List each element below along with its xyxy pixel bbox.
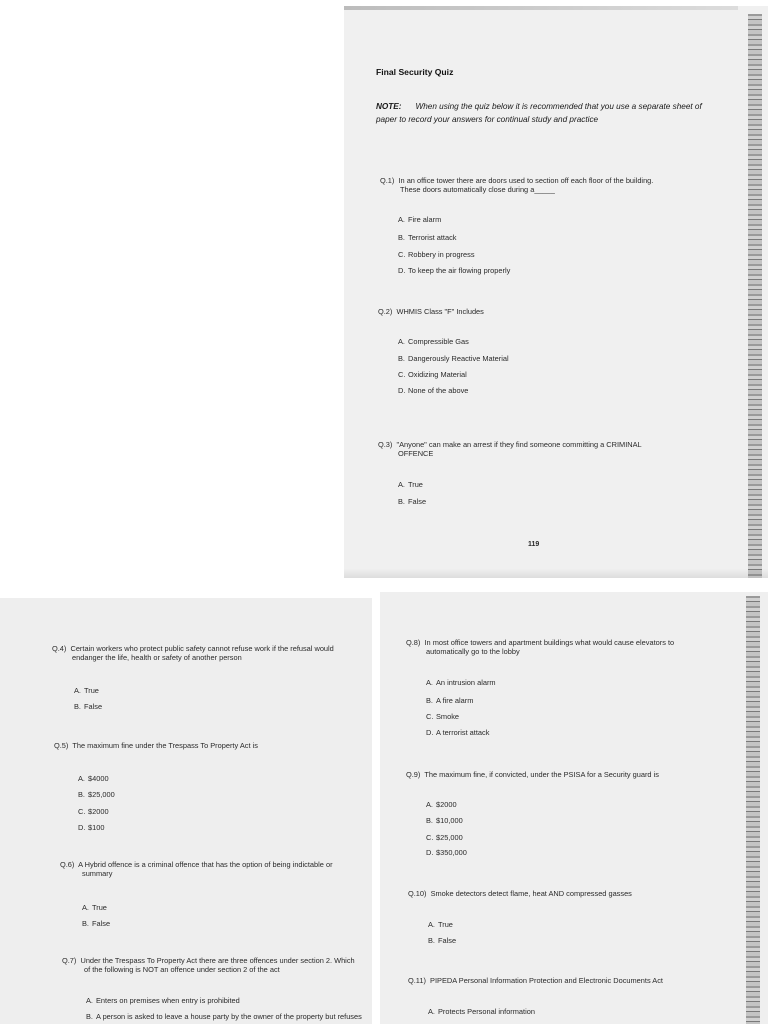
question-number: Q.5) bbox=[54, 741, 69, 750]
question-number: Q.4) bbox=[52, 644, 67, 653]
question-text: PIPEDA Personal Information Protection and Electronic Documents Act bbox=[430, 976, 663, 985]
binding-edge bbox=[746, 596, 760, 1024]
question-text: WHMIS Class "F" Includes bbox=[396, 307, 484, 316]
option-q1-b[interactable]: B. Terrorist attack bbox=[398, 233, 457, 242]
question-number: Q.6) bbox=[60, 860, 75, 869]
page-top-shadow bbox=[344, 6, 738, 10]
option-q4-b[interactable]: B. False bbox=[74, 702, 103, 711]
question-text: In an office tower there are doors used to section off each floor of the building. bbox=[398, 176, 654, 185]
quiz-page-119 bbox=[344, 6, 768, 578]
option-q5-a[interactable]: A. $4000 bbox=[78, 774, 109, 783]
question-q10 bbox=[408, 889, 632, 898]
page-number: 119 bbox=[528, 541, 540, 548]
question-number: Q.3) bbox=[378, 440, 393, 449]
question-q5 bbox=[54, 741, 258, 750]
question-q4 bbox=[52, 644, 334, 653]
question-text: Under the Trespass To Property Act there are three offences under section 2. Which bbox=[80, 956, 355, 965]
option-q6-a[interactable]: A. True bbox=[82, 903, 107, 912]
question-text-line2: These doors automatically close during a_____ bbox=[400, 185, 555, 194]
option-q9-a[interactable]: A. $2000 bbox=[426, 800, 457, 809]
option-q3-b[interactable]: B. False bbox=[398, 497, 427, 506]
question-q1 bbox=[380, 176, 653, 185]
question-text: In most office towers and apartment buildings what would cause elevators to bbox=[424, 638, 675, 647]
option-q7-b[interactable]: B. A person is asked to leave a house party by the owner of the property but refuses bbox=[86, 1012, 362, 1021]
question-q7 bbox=[62, 956, 355, 965]
question-q11 bbox=[408, 976, 663, 985]
note-text: When using the quiz below it is recommended that you use a separate sheet of paper to record your answers for continual study and practice bbox=[376, 102, 702, 124]
quiz-note bbox=[376, 100, 716, 126]
question-q9 bbox=[406, 770, 659, 779]
question-q8 bbox=[406, 638, 674, 647]
option-q8-a[interactable]: A. An intrusion alarm bbox=[426, 678, 496, 687]
question-number: Q.9) bbox=[406, 770, 421, 779]
question-number: Q.1) bbox=[380, 176, 395, 185]
option-q9-d[interactable]: D. $350,000 bbox=[426, 848, 467, 857]
option-q2-b[interactable]: B. Dangerously Reactive Material bbox=[398, 354, 509, 363]
option-q1-a[interactable]: A. Fire alarm bbox=[398, 215, 442, 224]
option-q4-a[interactable]: A. True bbox=[74, 686, 99, 695]
option-q7-a[interactable]: A. Enters on premises when entry is prohibited bbox=[86, 996, 240, 1005]
question-number: Q.11) bbox=[408, 976, 426, 985]
option-q8-b[interactable]: B. A fire alarm bbox=[426, 696, 474, 705]
question-number: Q.8) bbox=[406, 638, 421, 647]
question-q6 bbox=[60, 860, 333, 869]
quiz-page-right bbox=[380, 592, 768, 1024]
option-q2-d[interactable]: D. None of the above bbox=[398, 386, 469, 395]
question-text-line2: of the following is NOT an offence under section 2 of the act bbox=[84, 965, 280, 974]
question-text-line2: endanger the life, health or safety of another person bbox=[72, 653, 242, 662]
option-q6-b[interactable]: B. False bbox=[82, 919, 111, 928]
question-text-line2: OFFENCE bbox=[398, 449, 434, 458]
option-q11-a[interactable]: A. Protects Personal information bbox=[428, 1007, 535, 1016]
page-bottom-shadow bbox=[344, 568, 768, 578]
question-text: The maximum fine, if convicted, under the PSISA for a Security guard is bbox=[424, 770, 659, 779]
option-q8-d[interactable]: D. A terrorist attack bbox=[426, 728, 490, 737]
quiz-page-left bbox=[0, 598, 372, 1024]
option-q10-b[interactable]: B. False bbox=[428, 936, 457, 945]
question-number: Q.10) bbox=[408, 889, 427, 898]
option-q9-b[interactable]: B. $10,000 bbox=[426, 816, 463, 825]
question-text: The maximum fine under the Trespass To Property Act is bbox=[72, 741, 258, 750]
question-number: Q.2) bbox=[378, 307, 393, 316]
quiz-title: Final Security Quiz bbox=[376, 67, 454, 77]
question-text: Certain workers who protect public safety cannot refuse work if the refusal would bbox=[70, 644, 334, 653]
option-q2-c[interactable]: C. Oxidizing Material bbox=[398, 370, 467, 379]
option-q1-d[interactable]: D. To keep the air flowing properly bbox=[398, 266, 511, 275]
option-q9-c[interactable]: C. $25,000 bbox=[426, 833, 463, 842]
option-q3-a[interactable]: A. True bbox=[398, 480, 423, 489]
question-text-line2: automatically go to the lobby bbox=[426, 647, 520, 656]
option-q5-b[interactable]: B. $25,000 bbox=[78, 790, 115, 799]
binding-edge bbox=[748, 14, 762, 578]
option-q1-c[interactable]: C. Robbery in progress bbox=[398, 250, 475, 259]
option-q5-d[interactable]: D. $100 bbox=[78, 823, 105, 832]
note-label: NOTE: bbox=[376, 102, 402, 111]
question-text: "Anyone" can make an arrest if they find someone committing a CRIMINAL bbox=[396, 440, 642, 449]
question-text-line2: summary bbox=[82, 869, 113, 878]
option-q10-a[interactable]: A. True bbox=[428, 920, 453, 929]
question-text: A Hybrid offence is a criminal offence that has the option of being indictable or bbox=[78, 860, 333, 869]
question-q2 bbox=[378, 307, 484, 316]
question-number: Q.7) bbox=[62, 956, 77, 965]
question-q3 bbox=[378, 440, 642, 449]
question-text: Smoke detectors detect flame, heat AND compressed gasses bbox=[430, 889, 632, 898]
option-q5-c[interactable]: C. $2000 bbox=[78, 807, 109, 816]
option-q2-a[interactable]: A. Compressible Gas bbox=[398, 337, 469, 346]
option-q8-c[interactable]: C. Smoke bbox=[426, 712, 460, 721]
